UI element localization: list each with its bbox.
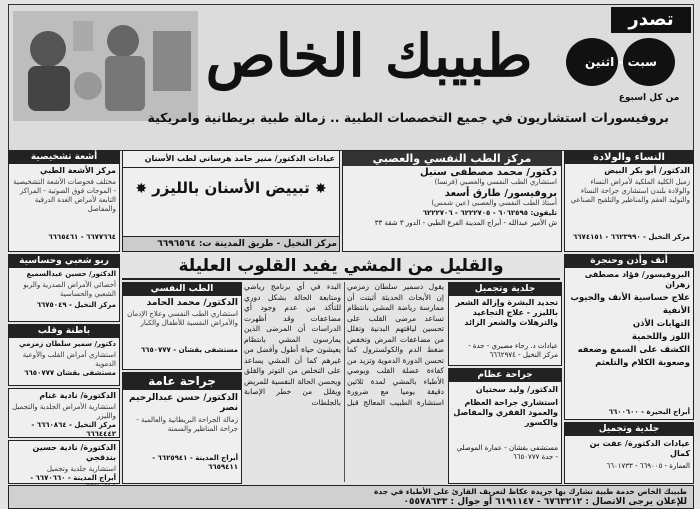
neuro-doctor2-role: أستاذ الطب النفسي والعصبي (عين شمس) <box>431 199 557 207</box>
skin-address: مركز النخيل - ٦٦٦٠٨٦٤ - ٦٦٦٤٤٤٢ <box>31 421 116 438</box>
beauty2-title: جلدية وتجميل <box>565 423 693 436</box>
dental-headline: تبييض الأسنان بالليزر <box>152 179 310 197</box>
psych-desc: استشاري الطب النفسي وعلاج الإدمان والأمراض النفسية للأطفال والكبار <box>127 310 238 327</box>
ent-item: الكشف على السمع وضعفه <box>577 345 690 355</box>
bones-address: مستشفى بقشان - عمارة الموصلي - جدة ٦٦٥٠٧٧٧ <box>456 444 558 461</box>
internal-address: مستشفى بقشان ٦٦٥٠٧٧٧ <box>24 369 116 377</box>
sparkle-icon: ✸ <box>314 181 327 197</box>
main-article-body: يقول دسمير سلطان زمزمي إن الأبحاث الحديثة أثبتت أن ممارسة رياضة المشي بانتظام تساعد مرضى القلب على تحسين لياقتهم البدنية وتقلل من مضاعفات المرض وتخفض ضغط الدم والكولسترول كما تحسن الدورة الدموية وتزيد من كفاءة عضلة القلب ويوصي الأطباء بالمشي لمدة ثلاثين دقيقة يوميا مع ضرورة استشارة الطبيب المعالج قبل البدء في أي برنامج رياضي ومتابعة الحالة بشكل دوري للتأكد من عدم وجود أي مضاعفات وقد أظهرت الدراسات أن المرضى الذين يمارسون المشي بانتظام يعيشون حياة أطول وأفضل من غيرهم كما أن المشي يساعد على التخلص من التوتر والقلق ويحسن الحالة النفسية للمريض ويقلل من خطر الإصابة بالجلطات <box>244 282 444 407</box>
general-surgery-title: جراحة عامة <box>123 373 241 390</box>
ent-address: أبراج البحيرة - ٦٦٠٠٦٠٠ <box>608 408 690 416</box>
publish-label: تصدر <box>611 7 691 33</box>
neuro-doctor1: دكتور/ محمد مصطفى سنبل <box>419 167 557 178</box>
bones-doctor: الدكتور/ وليد سختيان <box>475 385 558 394</box>
masthead-title: طبيبك الخاص <box>205 22 533 90</box>
footer-banner <box>8 485 694 509</box>
women-doctor: الدكتور/ أبو بكر البيض <box>604 166 690 175</box>
general-surgery-address: أبراج المدينة - ٦٦٢٥٩٤١ - ٦٦٥٩٤١١ <box>152 454 238 471</box>
general-surgery-ad <box>122 372 242 484</box>
women-desc: زميل الكلية الملكية لأمراض النساء والولادة بلندن استشاري جراحة النساء والتوليد العقم والمناظير والتلقيح الصناعي <box>570 178 690 204</box>
radiology-desc: مختلف فحوصات الأشعة التشخيصية - الموجات فوق الصوتية - المراكز التابعة لأمراض الغدة الدرقية والمفاصل <box>13 178 116 213</box>
cosmetic-desc: استشارية جلدية وتجميل <box>46 465 116 473</box>
general-surgery-desc: زمالة الجراحة البريطانية والعالمية - جراحة المناظير والسمنة <box>136 416 238 433</box>
publish-days: سبت - اثنين <box>585 55 657 69</box>
ent-items <box>565 292 693 370</box>
women-address: مركز النخيل - ٦٦٢٣٩٩٠ - ٦٦٧٤١٥١ <box>573 233 690 241</box>
beauty-address: عيادات د. رجاء مصيري - جدة - مركز النخيل - ٦٦٦٢٩٧٤ <box>468 342 558 359</box>
ent-item: اللوز واللحمية <box>631 332 690 342</box>
dental-ad <box>122 150 340 252</box>
ent-title: أنف وأذن وحنجرة <box>565 255 693 268</box>
skin-doctor: الدكتورة/ نادية غنام <box>39 391 116 400</box>
masthead <box>8 4 694 151</box>
beauty2-ad <box>564 422 694 484</box>
chest-address: مركز النخيل - ٦٦٧٥٠٤٩ <box>36 301 116 309</box>
cosmetic-doctor: الدكتورة/ نادية حسين بندقجي <box>32 443 116 462</box>
sparkle-icon: ✸ <box>135 181 148 197</box>
radiology-phone: ٦٦٧٧٦٦٤ - ٦٦٦٥٤٦١ <box>48 233 116 241</box>
doctors-photo-collage <box>13 11 198 121</box>
bones-ad <box>448 368 562 484</box>
radiology-center: مركز الأشعة الطبي <box>40 166 116 175</box>
radiology-title: أشعة تشخيصية <box>9 151 119 164</box>
internal-desc: استشاري أمراض القلب والأوعية الدموية <box>22 351 116 368</box>
footer-line2: للإعلان يرجى الاتصال : ٦٧٦٣٢١٢ - ٦١٩١١٤٧ أو جوال : ٠٥٥٧٨٦٣٣ <box>403 497 687 507</box>
cosmetic-address: أبراج المدينة - ٦٦٧٠٦٦٠ - <box>30 474 116 482</box>
internal-title: باطنة وقلب <box>9 325 119 338</box>
neuro-center-ad <box>342 150 562 252</box>
beauty-title: جلدية وتجميل <box>449 283 561 296</box>
chest-doctor: الدكتور/ حسين عبدالسميع <box>26 270 116 278</box>
dental-headline-row <box>123 168 339 197</box>
neuro-address: ش الأمير عبدالله - أبراج المدينة الفرع الطبي - الدور ٣ شقة ٣٣ <box>374 219 557 227</box>
ent-ad <box>564 254 694 420</box>
ent-item: وصعوبة الكلام والتلعثم <box>595 358 690 368</box>
neuro-phone: تليفون: ٦٠٦٢٥٩٥ - ٦٢٢٢٧٠٥ - ٦٢٢٢٧٠٦ <box>422 209 557 217</box>
bones-title: جراحة عظام <box>449 369 561 382</box>
psych-address: مستشفى بقشان - ٦٦٥٠٧٧٧ <box>140 346 238 354</box>
ent-item: التهابات الأذن <box>632 319 690 329</box>
weekly-note: من كل اسبوع <box>618 93 680 103</box>
beauty-ad <box>448 282 562 366</box>
women-health-ad <box>564 150 694 252</box>
ent-item: علاج حساسية الأنف والجيوب الأنفية <box>570 293 690 316</box>
dental-address: مركز النخيل - طريق المدينة ت: ٦٦٩٦٥٦٤ <box>123 236 339 251</box>
beauty2-address: العمارة - ٦٦٩٠٠٥ - ٦٦٠١٧٣٣ <box>606 462 690 470</box>
skin-desc: استشارية الأمراض الجلدية والتجميل والليزر <box>12 403 116 420</box>
psych-title: الطب النفسي <box>123 283 241 296</box>
footer-line1: طبيبك الخاص خدمة طبية تشارك بها جريدة عكاظ لتعريف القارئ على الأطباء في جدة <box>373 487 687 496</box>
chest-desc: أخصائي الأمراض الصدرية والربو الشعبي والحساسية <box>23 281 116 298</box>
neuro-doctor1-role: استشاري الطب النفسي والعصبي (فرنسا) <box>434 178 557 186</box>
psych-doctor: الدكتور/ محمد الحامد <box>146 298 238 308</box>
masthead-subtitle: بروفيسورات استشاريون في جميع التخصصات الطبية .. زمالة طبية بريطانية وامريكية <box>147 110 669 125</box>
neuro-doctor2: بروفيسور/ طارق أسعد <box>444 188 557 199</box>
internal-doctor: دكتور/ سمير سلطان زمزمي <box>19 340 116 348</box>
publish-days-badge <box>565 37 677 87</box>
neuro-title: مركز الطب النفسي والعصبي <box>343 151 561 166</box>
skin-ad <box>8 388 120 438</box>
main-article-headline: والقليل من المشي يفيد القلوب العليلة <box>122 254 560 280</box>
dental-clinic: عيادات الدكتور/ منير حامد هرساني لطب الأسنان <box>123 151 339 168</box>
internal-ad <box>8 324 120 386</box>
chest-title: ربو شعبي وحساسية <box>9 255 119 268</box>
women-title: النساء والولادة <box>565 151 693 164</box>
radiology-ad <box>8 150 120 252</box>
general-surgery-doctor: الدكتور/ حسن عبدالرحيم نصر <box>129 393 238 413</box>
bones-desc: استشاري جراحة العظام والعمود الفقري والمفاصل والكسور <box>453 398 558 427</box>
ent-doctor: البروفيسور/ فؤاد مصطفى زهران <box>584 270 690 289</box>
beauty2-doctor: عيادات الدكتورة/ عفت بن كمال <box>589 439 690 458</box>
cosmetic-ad <box>8 440 120 484</box>
chest-ad <box>8 254 120 322</box>
beauty-desc: تجديد البشرة وإزالة الشعر بالليزر - علاج التجاعيد والترهلات والشعر الزائد <box>455 298 558 327</box>
psych-ad <box>122 282 242 370</box>
